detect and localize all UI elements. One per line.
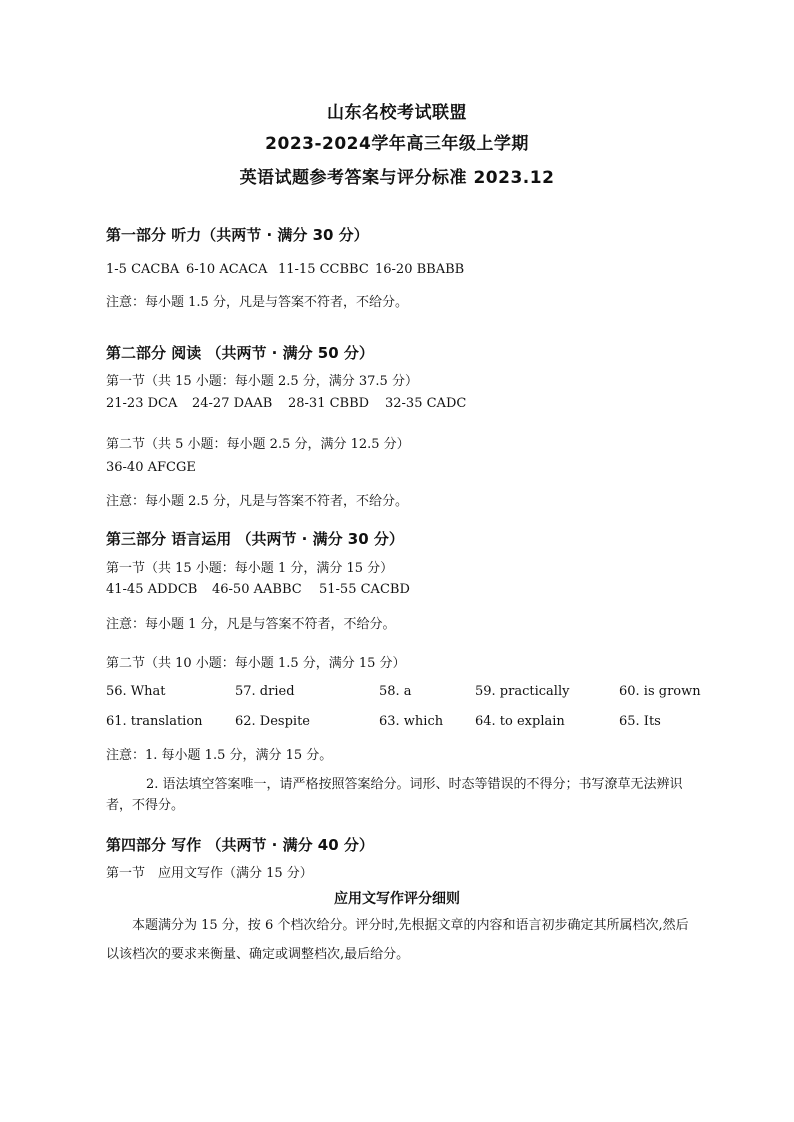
part1-note: 注意：每小题 1.5 分，凡是与答案不符者，不给分。	[106, 295, 408, 310]
part3-note-1: 注意：1. 每小题 1.5 分，满分 15 分。	[106, 748, 333, 763]
part1-answer: 1-5 CACBA	[106, 262, 180, 277]
grammar-answer: 60. is grown	[619, 684, 701, 699]
title-line-3: 英语试题参考答案与评分标准 2023.12	[239, 168, 555, 188]
part3-note-2: 2. 语法填空答案唯一，请严格按照答案给分。词形、时态等错误的不得分；书写潦草无法辨识者，不得分。	[106, 777, 683, 813]
part3-answer: 51-55 CACBD	[319, 582, 410, 597]
grammar-answer: 61. translation	[106, 714, 203, 729]
part1-answer: 16-20 BBABB	[375, 262, 465, 277]
part3-section1-label: 第一节（共 15 小题：每小题 1 分，满分 15 分）	[106, 561, 394, 576]
title-line-1: 山东名校考试联盟	[327, 103, 467, 123]
part4-section1-label: 第一节 应用文写作（满分 15 分）	[106, 866, 313, 881]
part2-section2-label: 第二节（共 5 小题：每小题 2.5 分，满分 12.5 分）	[106, 437, 410, 452]
grammar-answer: 59. practically	[475, 684, 570, 699]
grammar-answer: 64. to explain	[475, 714, 565, 729]
part1-answer: 6-10 ACACA	[186, 262, 268, 277]
part2-heading: 第二部分 阅读 （共两节 · 满分 50 分）	[106, 344, 374, 362]
part3-answer: 41-45 ADDCB	[106, 582, 198, 597]
part2-note: 注意：每小题 2.5 分，凡是与答案不符者，不给分。	[106, 494, 408, 509]
part3-heading: 第三部分 语言运用 （共两节 · 满分 30 分）	[106, 530, 404, 548]
part2-section2-answer: 36-40 AFCGE	[106, 460, 196, 475]
grammar-answer: 56. What	[106, 684, 166, 699]
grammar-answer: 62. Despite	[235, 714, 310, 729]
part2-answer: 28-31 CBBD	[288, 396, 370, 411]
grammar-answer: 58. a	[379, 684, 412, 699]
grammar-answer: 65. Its	[619, 714, 661, 729]
part3-section2-label: 第二节（共 10 小题：每小题 1.5 分，满分 15 分）	[106, 656, 406, 671]
scoring-rules-title: 应用文写作评分细则	[334, 891, 460, 907]
grammar-answer: 63. which	[379, 714, 444, 729]
part1-answer: 11-15 CCBBC	[278, 262, 369, 277]
part2-answer: 24-27 DAAB	[192, 396, 273, 411]
title-line-2: 2023-2024学年高三年级上学期	[265, 134, 529, 154]
part2-answer: 21-23 DCA	[106, 396, 178, 411]
part3-answer: 46-50 AABBC	[212, 582, 302, 597]
part2-section1-label: 第一节（共 15 小题：每小题 2.5 分，满分 37.5 分）	[106, 374, 418, 389]
grammar-answer: 57. dried	[235, 684, 295, 699]
scoring-rules-paragraph: 本题满分为 15 分，按 6 个档次给分。评分时,先根据文章的内容和语言初步确定其所属档次,然后以该档次的要求来衡量、确定或调整档次,最后给分。	[106, 918, 689, 962]
part1-heading: 第一部分 听力（共两节 · 满分 30 分）	[106, 226, 369, 244]
part2-answer: 32-35 CADC	[385, 396, 467, 411]
part4-heading: 第四部分 写作 （共两节 · 满分 40 分）	[106, 836, 374, 854]
part3-note: 注意：每小题 1 分，凡是与答案不符者，不给分。	[106, 617, 396, 632]
